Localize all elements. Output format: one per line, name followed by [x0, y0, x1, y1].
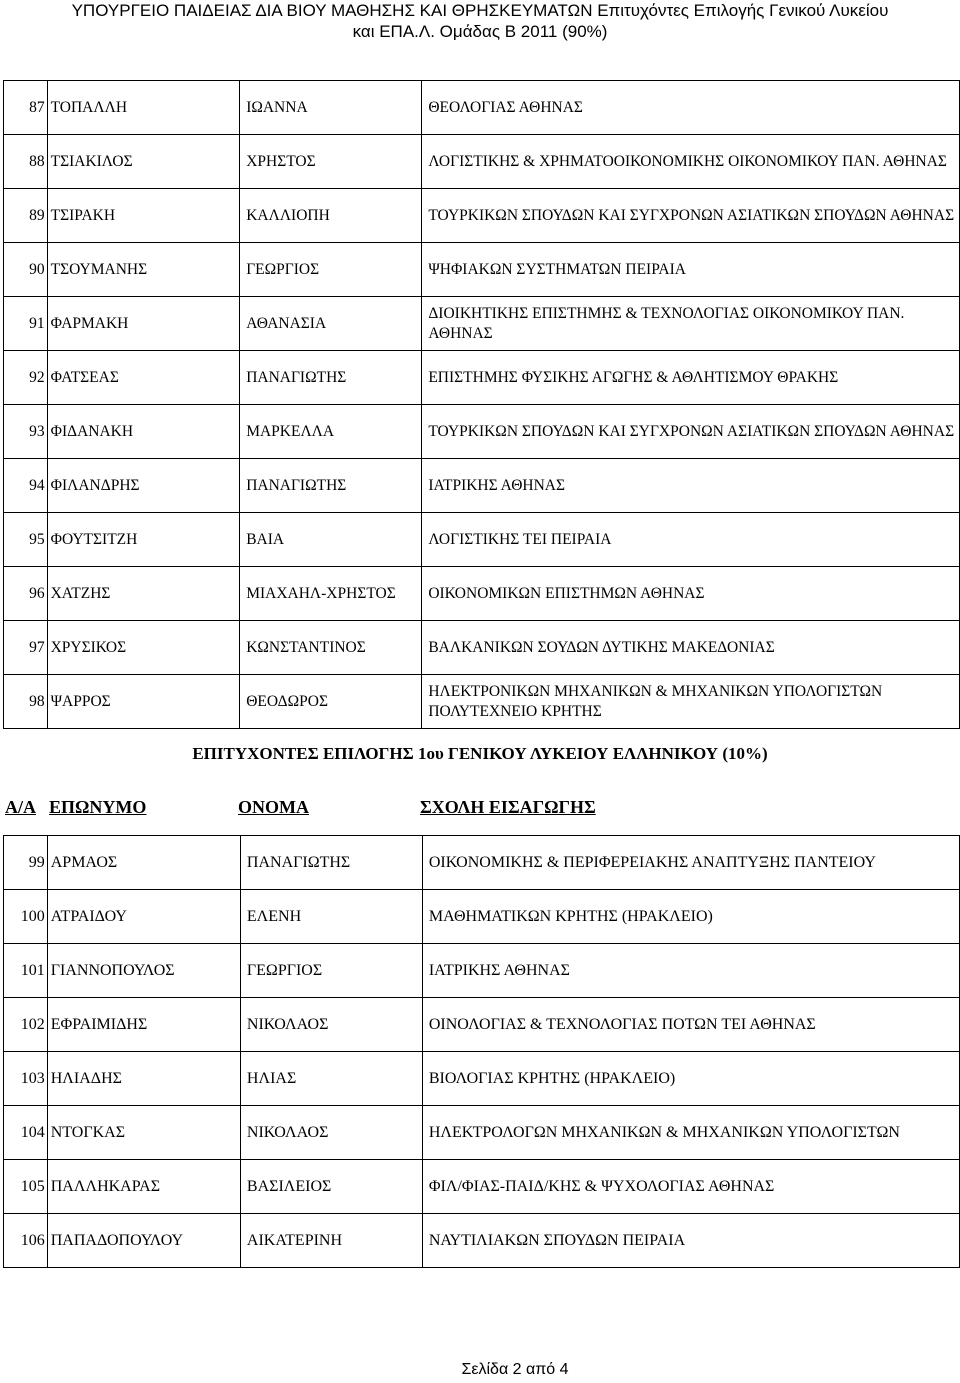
cell-number: 91	[4, 297, 48, 351]
table-row	[4, 890, 960, 944]
cell-number: 102	[4, 998, 48, 1052]
cell-name: ΕΛΕΝΗ	[240, 890, 422, 944]
cell-school: ΒΑΛΚΑΝΙΚΩΝ ΣΟΥΔΩΝ ΔΥΤΙΚΗΣ ΜΑΚΕΔΟΝΙΑΣ	[422, 621, 960, 675]
cell-name: ΗΛΙΑΣ	[240, 1052, 422, 1106]
cell-school: ΨΗΦΙΑΚΩΝ ΣΥΣΤΗΜΑΤΩΝ ΠΕΙΡΑΙΑ	[422, 243, 960, 297]
results-table-body	[4, 81, 960, 729]
cell-surname: ΓΙΑΝΝΟΠΟΥΛΟΣ	[47, 944, 240, 998]
cell-name: ΚΑΛΛΙΟΠΗ	[240, 189, 422, 243]
cell-surname: ΦΑΡΜΑΚΗ	[47, 297, 240, 351]
cell-surname: ΦΟΥΤΣΙΤΖΗ	[47, 513, 240, 567]
table-row	[4, 243, 960, 297]
cell-school: ΟΙΚΟΝΟΜΙΚΗΣ & ΠΕΡΙΦΕΡΕΙΑΚΗΣ ΑΝΑΠΤΥΞΗΣ ΠΑΝΤΕΙΟΥ	[422, 836, 959, 890]
cell-name: ΒΑΣΙΛΕΙΟΣ	[240, 1160, 422, 1214]
cell-surname: ΠΑΠΑΔΟΠΟΥΛΟΥ	[47, 1214, 240, 1268]
table-row	[4, 1052, 960, 1106]
cell-name: ΝΙΚΟΛΑΟΣ	[240, 1106, 422, 1160]
cell-name: ΑΘΑΝΑΣΙΑ	[240, 297, 422, 351]
cell-number: 100	[4, 890, 48, 944]
table-row	[4, 189, 960, 243]
cell-school: ΙΑΤΡΙΚΗΣ ΑΘΗΝΑΣ	[422, 459, 960, 513]
table-row	[4, 1106, 960, 1160]
cell-number: 97	[4, 621, 48, 675]
cell-school: ΤΟΥΡΚΙΚΩΝ ΣΠΟΥΔΩΝ ΚΑΙ ΣΥΓΧΡΟΝΩΝ ΑΣΙΑΤΙΚΩΝ ΣΠΟΥΔΩΝ ΑΘΗΝΑΣ	[422, 405, 960, 459]
section-title: ΕΠΙΤΥΧΟΝΤΕΣ ΕΠΙΛΟΓΗΣ 1ου ΓΕΝΙΚΟΥ ΛΥΚΕΙΟΥ ΕΛΛΗΝΙΚΟΥ (10%)	[192, 744, 768, 763]
column-header-num: Α/Α	[5, 797, 36, 817]
table-row	[4, 1160, 960, 1214]
table-row	[4, 405, 960, 459]
cell-number: 92	[4, 351, 48, 405]
cell-name: ΑΙΚΑΤΕΡΙΝΗ	[240, 1214, 422, 1268]
cell-name: ΒΑΙΑ	[240, 513, 422, 567]
table-row	[4, 351, 960, 405]
cell-number: 101	[4, 944, 48, 998]
cell-surname: ΦΑΤΣΕΑΣ	[47, 351, 240, 405]
table-row	[4, 459, 960, 513]
cell-name: ΓΕΩΡΓΙΟΣ	[240, 243, 422, 297]
table-row	[4, 513, 960, 567]
page-number: Σελίδα 2 από 4	[461, 1361, 569, 1378]
cell-school: ΒΙΟΛΟΓΙΑΣ ΚΡΗΤΗΣ (ΗΡΑΚΛΕΙΟ)	[422, 1052, 959, 1106]
header-title-line1: ΥΠΟΥΡΓΕΙΟ ΠΑΙΔΕΙΑΣ ΔΙΑ ΒΙΟΥ ΜΑΘΗΣΗΣ ΚΑΙ ΘΡΗΣΚΕΥΜΑΤΩΝ Επιτυχόντες Επιλογής Γενικού Λυκείου	[71, 1, 889, 20]
column-header-name: ΟΝΟΜΑ	[238, 797, 309, 817]
cell-surname: ΑΤΡΑΙΔΟΥ	[47, 890, 240, 944]
cell-school: ΛΟΓΙΣΤΙΚΗΣ ΤΕΙ ΠΕΙΡΑΙΑ	[422, 513, 960, 567]
cell-name: ΝΙΚΟΛΑΟΣ	[240, 998, 422, 1052]
cell-surname: ΗΛΙΑΔΗΣ	[47, 1052, 240, 1106]
cell-number: 96	[4, 567, 48, 621]
column-header-surname: ΕΠΩΝΥΜΟ	[49, 797, 147, 817]
cell-number: 94	[4, 459, 48, 513]
cell-surname: ΨΑΡΡΟΣ	[47, 675, 240, 729]
results-table-part2	[3, 835, 960, 1268]
cell-number: 99	[4, 836, 48, 890]
cell-number: 98	[4, 675, 48, 729]
table-row	[4, 135, 960, 189]
cell-surname: ΝΤΟΓΚΑΣ	[47, 1106, 240, 1160]
cell-school: ΗΛΕΚΤΡΟΛΟΓΩΝ ΜΗΧΑΝΙΚΩΝ & ΜΗΧΑΝΙΚΩΝ ΥΠΟΛΟΓΙΣΤΩΝ	[422, 1106, 959, 1160]
cell-name: ΓΕΩΡΓΙΟΣ	[240, 944, 422, 998]
table-row	[4, 944, 960, 998]
table-row	[4, 998, 960, 1052]
cell-surname: ΕΦΡΑΙΜΙΔΗΣ	[47, 998, 240, 1052]
cell-number: 87	[4, 81, 48, 135]
cell-surname: ΤΣΙΑΚΙΛΟΣ	[47, 135, 240, 189]
cell-number: 105	[4, 1160, 48, 1214]
cell-number: 95	[4, 513, 48, 567]
cell-surname: ΦΙΛΑΝΔΡΗΣ	[47, 459, 240, 513]
table-row	[4, 1214, 960, 1268]
table-row	[4, 836, 960, 890]
cell-name: ΠΑΝΑΓΙΩΤΗΣ	[240, 351, 422, 405]
cell-school: ΙΑΤΡΙΚΗΣ ΑΘΗΝΑΣ	[422, 944, 959, 998]
cell-school: ΦΙΛ/ΦΙΑΣ-ΠΑΙΔ/ΚΗΣ & ΨΥΧΟΛΟΓΙΑΣ ΑΘΗΝΑΣ	[422, 1160, 959, 1214]
cell-surname: ΠΑΛΛΗΚΑΡΑΣ	[47, 1160, 240, 1214]
cell-number: 93	[4, 405, 48, 459]
cell-school: ΛΟΓΙΣΤΙΚΗΣ & ΧΡΗΜΑΤΟΟΙΚΟΝΟΜΙΚΗΣ ΟΙΚΟΝΟΜΙΚΟΥ ΠΑΝ. ΑΘΗΝΑΣ	[422, 135, 960, 189]
cell-number: 88	[4, 135, 48, 189]
cell-school: ΟΙΝΟΛΟΓΙΑΣ & ΤΕΧΝΟΛΟΓΙΑΣ ΠΟΤΩΝ ΤΕΙ ΑΘΗΝΑΣ	[422, 998, 959, 1052]
table-row	[4, 675, 960, 729]
cell-name: ΜΑΡΚΕΛΛΑ	[240, 405, 422, 459]
cell-number: 104	[4, 1106, 48, 1160]
cell-school: ΕΠΙΣΤΗΜΗΣ ΦΥΣΙΚΗΣ ΑΓΩΓΗΣ & ΑΘΛΗΤΙΣΜΟΥ ΘΡΑΚΗΣ	[422, 351, 960, 405]
cell-number: 106	[4, 1214, 48, 1268]
cell-surname: ΤΣΟΥΜΑΝΗΣ	[47, 243, 240, 297]
cell-name: ΠΑΝΑΓΙΩΤΗΣ	[240, 459, 422, 513]
cell-school: ΔΙΟΙΚΗΤΙΚΗΣ ΕΠΙΣΤΗΜΗΣ & ΤΕΧΝΟΛΟΓΙΑΣ ΟΙΚΟΝΟΜΙΚΟΥ ΠΑΝ. ΑΘΗΝΑΣ	[422, 297, 960, 351]
table-row	[4, 621, 960, 675]
column-header-school: ΣΧΟΛΗ ΕΙΣΑΓΩΓΗΣ	[420, 797, 596, 817]
cell-number: 103	[4, 1052, 48, 1106]
table-row	[4, 567, 960, 621]
cell-school: ΜΑΘΗΜΑΤΙΚΩΝ ΚΡΗΤΗΣ (ΗΡΑΚΛΕΙΟ)	[422, 890, 959, 944]
cell-school: ΤΟΥΡΚΙΚΩΝ ΣΠΟΥΔΩΝ ΚΑΙ ΣΥΓΧΡΟΝΩΝ ΑΣΙΑΤΙΚΩΝ ΣΠΟΥΔΩΝ ΑΘΗΝΑΣ	[422, 189, 960, 243]
cell-school: ΗΛΕΚΤΡΟΝΙΚΩΝ ΜΗΧΑΝΙΚΩΝ & ΜΗΧΑΝΙΚΩΝ ΥΠΟΛΟΓΙΣΤΩΝ ΠΟΛΥΤΕΧΝΕΙΟ ΚΡΗΤΗΣ	[422, 675, 960, 729]
results-table-body	[4, 836, 960, 1268]
cell-surname: ΦΙΔΑΝΑΚΗ	[47, 405, 240, 459]
cell-number: 89	[4, 189, 48, 243]
cell-name: ΙΩΑΝΝΑ	[240, 81, 422, 135]
cell-surname: ΤΣΙΡΑΚΗ	[47, 189, 240, 243]
cell-surname: ΧΡΥΣΙΚΟΣ	[47, 621, 240, 675]
cell-surname: ΧΑΤΖΗΣ	[47, 567, 240, 621]
cell-surname: ΑΡΜΑΟΣ	[47, 836, 240, 890]
cell-name: ΜΙΑΧΑΗΛ-ΧΡΗΣΤΟΣ	[240, 567, 422, 621]
table-row	[4, 297, 960, 351]
cell-surname: ΤΟΠΑΛΛΗ	[47, 81, 240, 135]
cell-number: 90	[4, 243, 48, 297]
results-table-part1	[3, 80, 960, 729]
cell-name: ΧΡΗΣΤΟΣ	[240, 135, 422, 189]
cell-name: ΘΕΟΔΩΡΟΣ	[240, 675, 422, 729]
table-row	[4, 81, 960, 135]
header-title-line2: και ΕΠΑ.Λ. Ομάδας Β 2011 (90%)	[352, 22, 608, 41]
cell-name: ΠΑΝΑΓΙΩΤΗΣ	[240, 836, 422, 890]
cell-school: ΘΕΟΛΟΓΙΑΣ ΑΘΗΝΑΣ	[422, 81, 960, 135]
cell-school: ΝΑΥΤΙΛΙΑΚΩΝ ΣΠΟΥΔΩΝ ΠΕΙΡΑΙΑ	[422, 1214, 959, 1268]
cell-school: ΟΙΚΟΝΟΜΙΚΩΝ ΕΠΙΣΤΗΜΩΝ ΑΘΗΝΑΣ	[422, 567, 960, 621]
cell-name: ΚΩΝΣΤΑΝΤΙΝΟΣ	[240, 621, 422, 675]
